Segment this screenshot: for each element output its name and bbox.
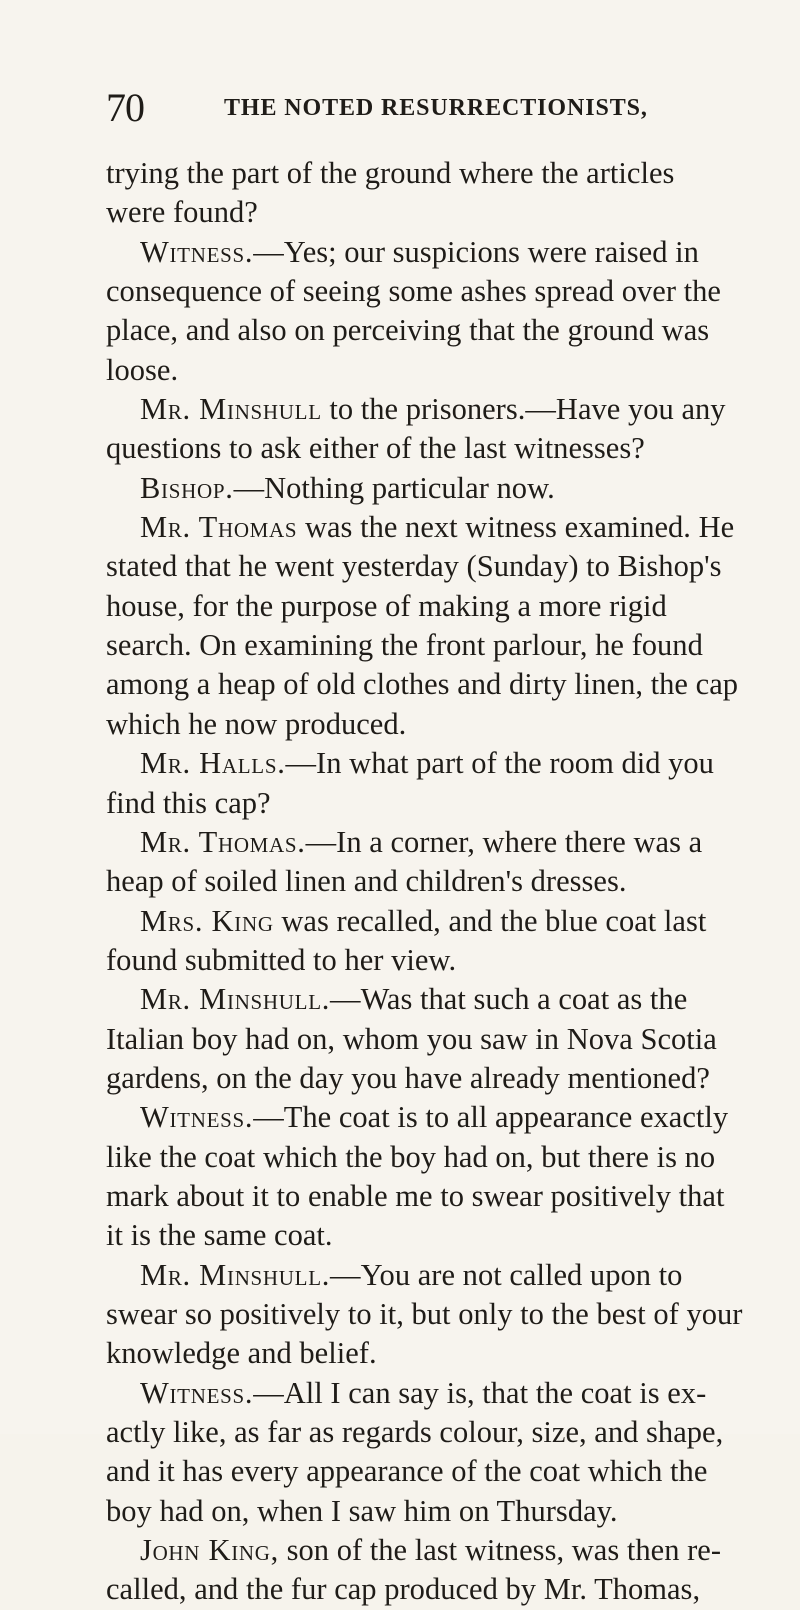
- line-text: called, and the fur cap produced by Mr. Thomas,: [106, 1572, 701, 1607]
- text-line: [106, 1531, 746, 1570]
- page-number: 70: [106, 85, 144, 130]
- page-header: [106, 85, 746, 138]
- line-text: consequence of seeing some ashes spread over the: [106, 274, 721, 309]
- speaker-name: Mr. Minshull.: [140, 1257, 331, 1292]
- speaker-name: Mr. Thomas: [140, 510, 298, 545]
- line-text: —In a corner, where there was a: [305, 824, 703, 859]
- line-text: —You are not called upon to: [330, 1257, 683, 1292]
- line-text: questions to ask either of the last witnesses?: [106, 431, 645, 466]
- text-line: [106, 1492, 746, 1531]
- speaker-name: John King,: [140, 1533, 279, 1568]
- line-text: Italian boy had on, whom you saw in Nova Scotia: [106, 1021, 717, 1056]
- line-text: —Was that such a coat as the: [330, 982, 688, 1017]
- line-text: knowledge and belief.: [106, 1336, 377, 1371]
- text-line: [106, 429, 746, 468]
- text-line: [106, 705, 746, 744]
- text-line: [106, 823, 746, 862]
- line-text: —All I can say is, that the coat is ex-: [253, 1375, 707, 1410]
- line-text: trying the part of the ground where the articles: [106, 156, 675, 190]
- line-text: —In what part of the room did you: [285, 746, 714, 781]
- text-line: [106, 665, 746, 704]
- line-text: like the coat which the boy had on, but there is no: [106, 1139, 716, 1174]
- text-line: [106, 154, 746, 193]
- text-line: [106, 1295, 746, 1334]
- line-text: swear so positively to it, but only to the best of your: [106, 1296, 743, 1331]
- line-text: —Nothing particular now.: [233, 470, 555, 505]
- speaker-name: Witness.: [140, 1375, 254, 1410]
- speaker-name: Mr. Minshull.: [140, 982, 331, 1017]
- text-line: [106, 587, 746, 626]
- text-line: [106, 862, 746, 901]
- line-text: —The coat is to all appearance exactly: [253, 1100, 729, 1135]
- text-line: [106, 1452, 746, 1491]
- text-line: [106, 1334, 746, 1373]
- text-line: [106, 626, 746, 665]
- text-line: [106, 784, 746, 823]
- speaker-name: Bishop.: [140, 470, 234, 505]
- text-line: [106, 1020, 746, 1059]
- speaker-name: Mr. Thomas.: [140, 824, 306, 859]
- text-line: [106, 272, 746, 311]
- text-line: [106, 469, 746, 508]
- body-text: [106, 154, 746, 1610]
- line-text: —Yes; our suspicions were raised in: [253, 234, 699, 269]
- line-text: actly like, as far as regards colour, size, and shape,: [106, 1415, 724, 1449]
- text-line: [106, 508, 746, 547]
- text-line: [106, 547, 746, 586]
- text-line: [106, 1256, 746, 1295]
- line-text: gardens, on the day you have already mentioned?: [106, 1060, 710, 1095]
- line-text: to the prisoners.—Have you any: [321, 392, 726, 427]
- line-text: house, for the purpose of making a more rigid: [106, 588, 667, 623]
- line-text: found submitted to her view.: [106, 942, 457, 977]
- text-line: [106, 1413, 746, 1452]
- line-text: find this cap?: [106, 785, 271, 820]
- line-text: place, and also on perceiving that the ground was: [106, 313, 710, 348]
- text-line: [106, 1177, 746, 1216]
- text-line: [106, 1059, 746, 1098]
- line-text: were found?: [106, 195, 258, 230]
- speaker-name: Mr. Halls.: [140, 746, 286, 781]
- text-line: [106, 233, 746, 272]
- line-text: son of the last witness, was then re-: [278, 1533, 722, 1568]
- running-head: THE NOTED RESURRECTIONISTS,: [224, 95, 648, 121]
- speaker-name: Mr. Minshull: [140, 392, 322, 427]
- text-line: [106, 351, 746, 390]
- line-text: and it has every appearance of the coat which the: [106, 1454, 708, 1489]
- text-line: [106, 1216, 746, 1255]
- line-text: loose.: [106, 352, 179, 387]
- line-text: mark about it to enable me to swear positively that: [106, 1178, 725, 1213]
- text-line: [106, 1098, 746, 1137]
- text-line: [106, 311, 746, 350]
- line-text: stated that he went yesterday (Sunday) to Bishop's: [106, 549, 722, 584]
- line-text: heap of soiled linen and children's dresses.: [106, 864, 627, 899]
- text-line: [106, 1374, 746, 1413]
- speaker-name: Mrs. King: [140, 903, 274, 938]
- line-text: among a heap of old clothes and dirty linen, the cap: [106, 667, 739, 702]
- text-line: [106, 902, 746, 941]
- line-text: which he now produced.: [106, 706, 407, 741]
- line-text: it is the same coat.: [106, 1218, 333, 1253]
- text-line: [106, 1570, 746, 1609]
- text-line: [106, 980, 746, 1019]
- line-text: search. On examining the front parlour, he found: [106, 628, 703, 663]
- line-text: was the next witness examined. He: [297, 510, 735, 545]
- speaker-name: Witness.: [140, 1100, 254, 1135]
- speaker-name: Witness.: [140, 234, 254, 269]
- line-text: was recalled, and the blue coat last: [273, 903, 707, 938]
- text-line: [106, 390, 746, 429]
- text-line: [106, 941, 746, 980]
- text-line: [106, 193, 746, 232]
- text-line: [106, 744, 746, 783]
- line-text: boy had on, when I saw him on Thursday.: [106, 1493, 618, 1528]
- text-line: [106, 1138, 746, 1177]
